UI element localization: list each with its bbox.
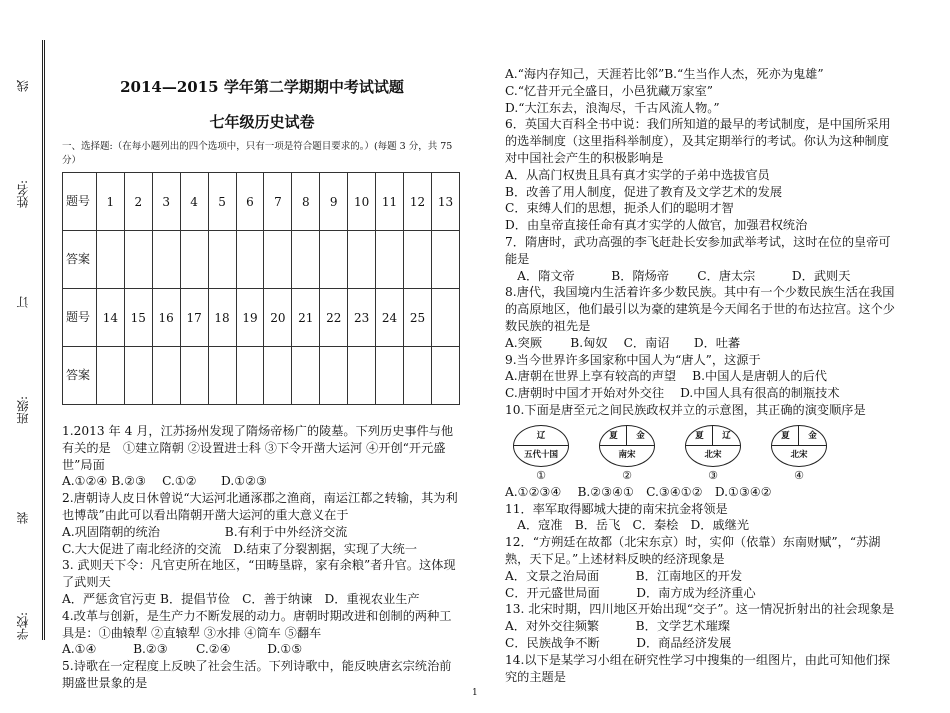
answer-cell[interactable]: [292, 231, 320, 289]
table-cell: 25: [404, 289, 432, 347]
right-questions-continued: [505, 484, 895, 686]
question-options: A．严惩贪官污吏 B．提倡节俭 C．善于纳谏 D．重视农业生产: [62, 591, 420, 606]
answer-table: [62, 172, 460, 405]
question-options: D.“大江东去，浪淘尽，千古风流人物。”: [505, 100, 720, 115]
answer-cell[interactable]: [180, 231, 208, 289]
question-text: 7．隋唐时，武功高强的李飞赶赴长安参加武举考试，这时在位的皇帝可能是: [505, 234, 891, 266]
answer-cell[interactable]: [376, 231, 404, 289]
answer-cell[interactable]: [320, 231, 348, 289]
answer-cell[interactable]: [152, 347, 180, 405]
table-cell: 10: [348, 173, 376, 231]
answer-cell[interactable]: [96, 231, 124, 289]
question-options: A．隋文帝 B．隋炀帝 C．唐太宗 D．武则天: [505, 268, 851, 283]
regime-label: 辽: [536, 430, 546, 441]
question-options: C.大大促进了南北经济的交流 D.结束了分裂割据，实现了大统一: [62, 541, 418, 556]
regime-circle: [599, 425, 655, 467]
question-options: A.“海内存知己，天涯若比邻”B.“生当作人杰，死亦为鬼雄”: [505, 67, 824, 81]
table-cell: 3: [152, 173, 180, 231]
question-text: 6．英国大百科全书中说：我们所知道的最早的考试制度，是中国所采用的选举制度（这里指科举制度），及其定期举行的考试。你认为这种制度对中国社会产生的积极影响是: [505, 117, 891, 165]
diagram-number: ③: [708, 468, 718, 482]
question-options: A．文景之治局面 B．江南地区的开发: [505, 568, 743, 583]
question-text: 13. 北宋时期，四川地区开始出现“交子”。这一情况折射出的社会现象是: [505, 602, 895, 617]
regime-circle: [685, 425, 741, 467]
question-text: 10.下面是唐至元之间民族政权并立的示意图，其正确的演变顺序是: [505, 402, 866, 417]
left-column: [62, 76, 462, 692]
regime-label: 五代十国: [514, 445, 568, 460]
table-row: [63, 231, 460, 289]
diagram-number: ②: [622, 468, 632, 482]
diagram-3: [683, 425, 743, 482]
regime-label: 金: [808, 430, 817, 441]
question-text: 9.当今世界许多国家称中国人为“唐人”，这源于: [505, 352, 761, 367]
regime-diagrams: [511, 425, 895, 482]
answer-cell[interactable]: [320, 347, 348, 405]
question-options: A.突厥 B.匈奴 C．南诏 D．吐蕃: [505, 335, 741, 350]
table-cell: 22: [320, 289, 348, 347]
answer-cell[interactable]: [124, 347, 152, 405]
question-text: 11．率军取得郾城大捷的南宋抗金将领是: [505, 501, 728, 516]
table-cell: 12: [404, 173, 432, 231]
answer-cell[interactable]: [208, 231, 236, 289]
right-questions: [505, 66, 895, 419]
xian-mark: 线: [16, 80, 30, 93]
table-cell: [431, 347, 459, 405]
answer-cell[interactable]: [124, 231, 152, 289]
answer-header: 答案: [63, 347, 97, 405]
question-number-header: 题号: [63, 173, 97, 231]
question-options: A．从高门权贵且具有真才实学的子弟中选拔官员: [505, 167, 770, 182]
table-cell: 9: [320, 173, 348, 231]
regime-label: 南宋: [600, 445, 654, 460]
binding-margin: [14, 40, 50, 660]
class-label: 班级:: [16, 395, 30, 425]
table-row: [63, 289, 460, 347]
ding-mark: 订: [16, 296, 30, 308]
question-options: B．改善了用人制度，促进了教育及文学艺术的发展: [505, 184, 783, 199]
zhuang-mark: 装: [16, 511, 30, 524]
answer-cell[interactable]: [264, 347, 292, 405]
question-options: C．民族战争不断 D．商品经济发展: [505, 635, 732, 650]
regime-label: 北宋: [772, 445, 826, 460]
answer-cell[interactable]: [152, 231, 180, 289]
answer-cell[interactable]: [180, 347, 208, 405]
question-options: A.①②④ B.②③ C.①② D.①②③: [62, 474, 268, 489]
question-text: 2.唐朝诗人皮日休曾说“大运河北通涿郡之渔商，南运江都之转输，其为利也博哉”由此可以看出隋朝开凿大运河的重大意义在于: [62, 491, 458, 522]
diagram-number: ④: [794, 468, 804, 482]
answer-cell[interactable]: [376, 347, 404, 405]
question-options: A.①②③④ B.②③④① C.③④①② D.①③④②: [505, 484, 772, 499]
table-cell: 6: [236, 173, 264, 231]
exam-subtitle: 七年级历史试卷: [209, 113, 315, 131]
regime-circle: [771, 425, 827, 467]
question-text: 14.以下是某学习小组在研究性学习中搜集的一组图片，由此可知他们探究的主题是: [505, 652, 891, 684]
diagram-number: ①: [536, 468, 546, 482]
question-options: C．束缚人们的思想，扼杀人们的聪明才智: [505, 201, 734, 216]
page-number: 1: [472, 688, 478, 698]
table-cell: 19: [236, 289, 264, 347]
question-text: 4.改革与创新，是生产力不断发展的动力。唐朝时期改进和创制的两种工具是：①曲辕犁 ②直辕犁 ③水排 ④筒车 ⑤翻车: [62, 608, 452, 640]
answer-cell[interactable]: [404, 347, 432, 405]
question-text: 1.2013 年 4 月，江苏扬州发现了隋炀帝杨广的陵墓。下列历史事件与他有关的是 ①建立隋朝 ②设置进士科 ③下令开凿大运河 ④开创“开元盛世”局面: [62, 424, 454, 472]
regime-circle: [513, 425, 569, 467]
exam-title: 2014—2015 学年第二学期期中考试试题: [120, 78, 404, 96]
question-text: 12．“方朔廷在故都（北宋东京）时，实仰（依靠）东南财赋”，“苏湖熟，天下足。”上述材料反映的经济现象是: [505, 535, 881, 566]
question-options: D．由皇帝直接任命有真才实学的人做官，加强君权统治: [505, 218, 808, 233]
table-cell: 2: [124, 173, 152, 231]
table-cell: 18: [208, 289, 236, 347]
table-cell: 15: [124, 289, 152, 347]
answer-cell[interactable]: [348, 231, 376, 289]
question-options: A.唐朝在世界上享有较高的声望 B.中国人是唐朝人的后代: [505, 369, 827, 384]
diagram-4: [769, 425, 829, 482]
regime-label: 夏: [609, 430, 618, 441]
table-cell: 23: [348, 289, 376, 347]
regime-label: 夏: [695, 430, 704, 441]
table-cell: 7: [264, 173, 292, 231]
table-cell: 24: [376, 289, 404, 347]
right-column: [505, 66, 895, 685]
question-options: A．对外交往频繁 B．文学艺术璀璨: [505, 619, 730, 634]
table-row: [63, 173, 460, 231]
question-options: A.巩固隋朝的统治 B.有利于中外经济交流: [62, 524, 348, 539]
question-options: C．开元盛世局面 D．南方成为经济重心: [505, 585, 756, 600]
school-label: 学校:: [16, 611, 30, 640]
table-cell: 5: [208, 173, 236, 231]
question-options: C.“忆昔开元全盛日，小邑犹藏万家室”: [505, 83, 714, 98]
question-options: A.①④ B.②③ C.②④ D.①⑤: [62, 642, 303, 657]
table-cell: 21: [292, 289, 320, 347]
table-cell: 20: [264, 289, 292, 347]
diagram-2: [597, 425, 657, 482]
regime-label: 辽: [722, 430, 731, 441]
answer-cell[interactable]: [292, 347, 320, 405]
regime-label: 金: [636, 430, 645, 441]
question-number-header: 题号: [63, 289, 97, 347]
table-cell: 17: [180, 289, 208, 347]
table-cell: 14: [96, 289, 124, 347]
question-text: 5.诗歌在一定程度上反映了社会生活。下列诗歌中，能反映唐玄宗统治前期盛世景象的是: [62, 659, 452, 690]
table-cell: 1: [96, 173, 124, 231]
answer-cell[interactable]: [404, 231, 432, 289]
instructions: 一、选择题:（在每小题列出的四个选项中，只有一项是符合题目要求的。）(每题 3 分，共 75 分）: [62, 141, 453, 166]
name-label: 姓名:: [16, 179, 30, 209]
question-text: 8.唐代，我国境内生活着许多少数民族。其中有一个少数民族生活在我国的高原地区，他们最引以为豪的建筑是今天闻名于世的布达拉宫。这个少数民族的祖先是: [505, 285, 895, 333]
table-row: [63, 347, 460, 405]
answer-cell[interactable]: [264, 231, 292, 289]
table-cell: 13: [431, 173, 459, 231]
answer-cell[interactable]: [96, 347, 124, 405]
regime-label: 夏: [781, 430, 790, 441]
answer-cell[interactable]: [348, 347, 376, 405]
regime-label: 北宋: [686, 445, 740, 460]
table-cell: 8: [292, 173, 320, 231]
answer-cell[interactable]: [431, 231, 459, 289]
binding-line: [42, 40, 45, 640]
table-cell: 11: [376, 173, 404, 231]
answer-cell[interactable]: [236, 231, 264, 289]
question-text: 3. 武则天下令：凡官吏所在地区，“田畴垦辟，家有余粮”者升官。这体现了武则天: [62, 558, 456, 590]
answer-header: 答案: [63, 231, 97, 289]
binding-labels: [14, 80, 40, 640]
table-cell: 4: [180, 173, 208, 231]
left-questions: [62, 423, 462, 692]
table-cell: 16: [152, 289, 180, 347]
diagram-1: [511, 425, 571, 482]
answer-cell[interactable]: [236, 347, 264, 405]
table-cell: [431, 289, 459, 347]
answer-cell[interactable]: [208, 347, 236, 405]
question-options: A．寇准 B．岳飞 C．秦桧 D．戚继光: [505, 518, 750, 533]
question-options: C.唐朝时中国才开始对外交往 D.中国人具有很高的制瓶技术: [505, 386, 840, 401]
